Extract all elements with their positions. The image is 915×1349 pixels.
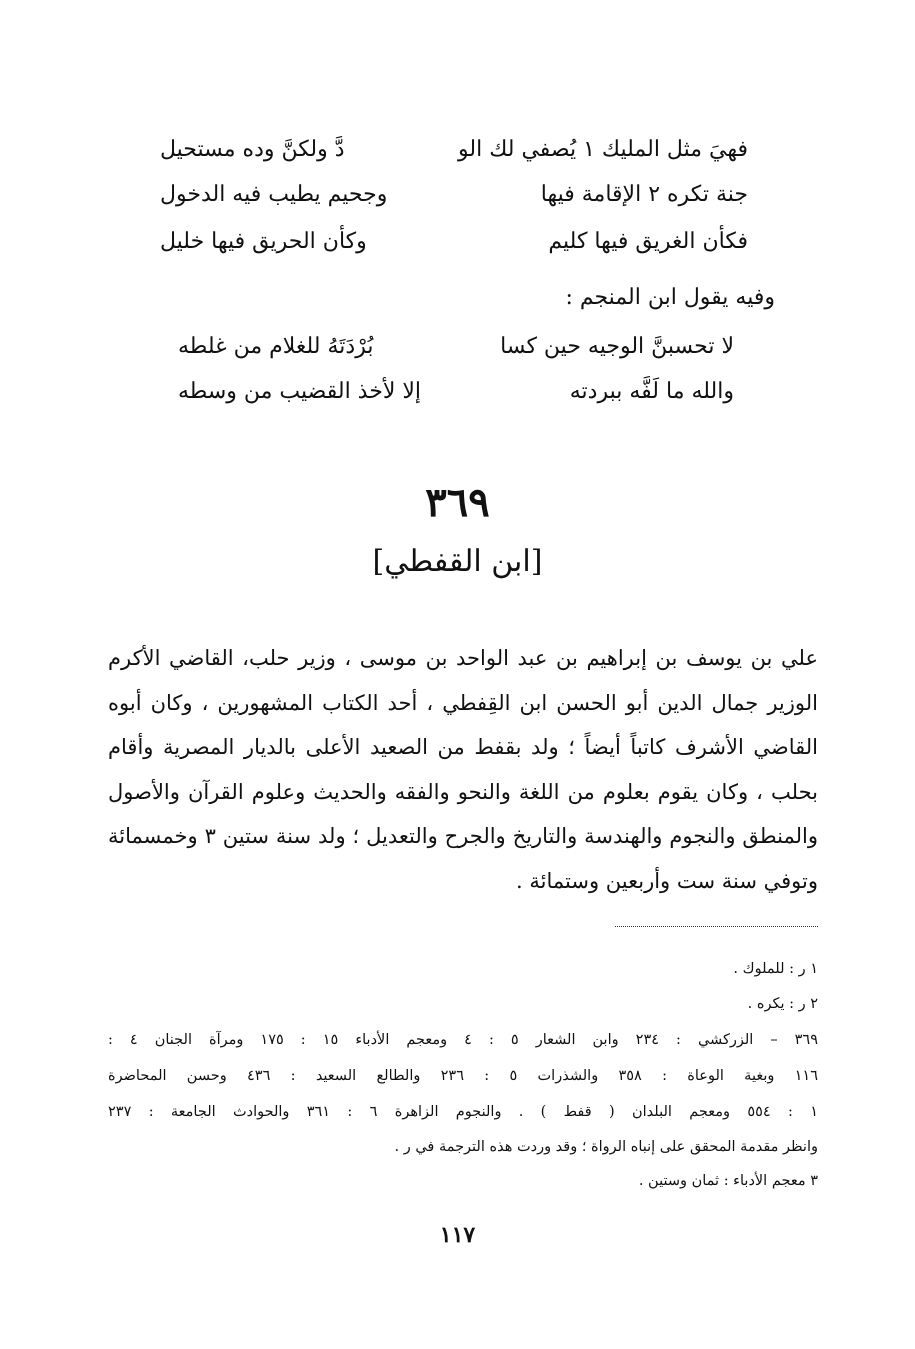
verse-second-hemistich: وكأن الحريق فيها خليل <box>160 229 367 254</box>
footnote-separator <box>615 926 818 927</box>
entry-name: [ابن القفطي] <box>372 544 543 579</box>
verse-line <box>160 227 748 257</box>
verse-first-hemistich: فهيَ مثل المليك ١ يُصفي لك الو <box>458 137 748 162</box>
footnote: ١ ر : للملوك . <box>733 961 818 977</box>
verse-first-hemistich: لا تحسبنَّ الوجيه حين كسا <box>500 334 734 359</box>
entry-number: ٣٦٩ <box>425 479 490 526</box>
verse-line <box>160 135 748 165</box>
footnote: ١١٦ وبغية الوعاة : ٣٥٨ والشذرات ٥ : ٢٣٦ والطالع السعيد : ٤٣٦ وحسن المحاضرة <box>108 1068 818 1084</box>
page-number: ١١٧ <box>439 1222 476 1248</box>
verse-first-hemistich: والله ما لَفَّه ببردته <box>569 379 734 404</box>
footnote: ١ : ٥٥٤ ومعجم البلدان ( قفط ) . والنجوم الزاهرة ٦ : ٣٦١ والحوادث الجامعة : ٢٣٧ <box>108 1104 819 1120</box>
footnote: وانظر مقدمة المحقق على إنباه الرواة ؛ وقد وردت هذه الترجمة في ر . <box>394 1139 818 1155</box>
verse-line <box>178 377 734 407</box>
verse-line <box>178 332 734 362</box>
verse-second-hemistich: دَّ ولكنَّ وده مستحيل <box>160 137 345 162</box>
intro-line: وفيه يقول ابن المنجم : <box>565 285 775 310</box>
verse-second-hemistich: إلا لأخذ القضيب من وسطه <box>178 379 422 404</box>
verse-first-hemistich: فكأن الغريق فيها كليم <box>548 229 748 254</box>
footnote: ٢ ر : يكره . <box>747 996 818 1012</box>
verse-second-hemistich: بُرْدَتَهُ للغلام من غلطه <box>178 334 374 359</box>
footnote: ٣٦٩ – الزركشي : ٢٣٤ وابن الشعار ٥ : ٤ ومعجم الأدباء ١٥ : ١٧٥ ومرآة الجنان ٤ : <box>108 1032 818 1048</box>
verse-second-hemistich: وجحيم يطيب فيه الدخول <box>160 182 388 207</box>
entry-body <box>108 636 818 903</box>
entry-body-text: علي بن يوسف بن إبراهيم بن عبد الواحد بن موسى ، وزير حلب، القاضي الأكرم الوزير جمال الدين أبو الحسن ابن القِفطي ، أحد الكتاب المشهورين ، وكان أبوه القاضي الأشرف كاتباً أيضاً ؛ ولد بقفط من الصعيد الأعلى بالديار المصرية وأقام بحلب ، وكان يقوم بعلوم من اللغة والنحو والفقه والحديث وعلوم القرآن والأصول والمنطق والنجوم والهندسة والتاريخ والجرح والتعديل ؛ ولد سنة ستين ٣ وخمسمائة وتوفي سنة ست وأربعين وستمائة . <box>108 646 818 893</box>
verse-line <box>160 180 748 210</box>
verse-first-hemistich: جنة تكره ٢ الإقامة فيها <box>540 182 748 207</box>
footnote: ٣ معجم الأدباء : ثمان وستين . <box>638 1173 818 1189</box>
